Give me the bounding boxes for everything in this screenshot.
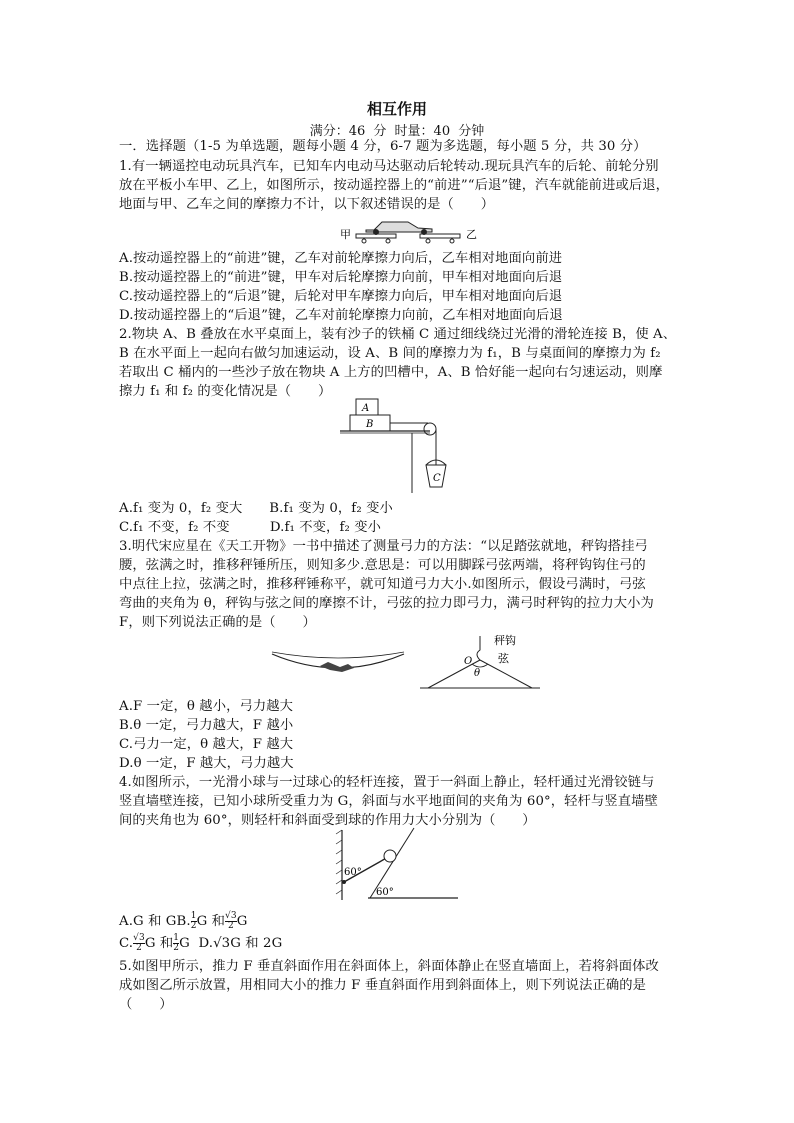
q2-options-ab: A.f₁ 变为 0，f₂ 变大 B.f₁ 变为 0，f₂ 变小 (119, 501, 393, 516)
bow-figure (268, 634, 408, 688)
q4-option-d: D.√3G 和 2G (198, 936, 283, 951)
fraction-half-c: $\frac{1}{2}$ (173, 933, 180, 953)
q1-option-b: B.按动遥控器上的“前进”键，甲车对后轮摩擦力向前，甲车相对地面向后退 (119, 270, 563, 285)
q4-option-a: A.G 和 G (119, 914, 177, 929)
q5-line-1: 5.如图甲所示，推力 F 垂直斜面作用在斜面体上，斜面体静止在竖直墙面上，若将斜面体改 (119, 959, 659, 974)
page-title: 相互作用 (366, 100, 427, 118)
q2-line-1: 2.物块 A、B 叠放在水平桌面上，装有沙子的铁桶 C 通过细线绕过光滑的滑轮连接 B，使 A、 (119, 327, 677, 342)
q3-line-2: 腰，弦满之时，推移秤锤所压，则知多少.意思是：可以用脚踩弓弦两端，将秤钩钩住弓的 (119, 558, 646, 573)
label-a: A (362, 403, 370, 414)
q3-line-4: 弯曲的夹角为 θ，秤钩与弦之间的摩擦不计，弓弦的拉力即弓力，满弓时秤钩的拉力大小为 (119, 596, 654, 611)
label-o: O (464, 656, 473, 667)
q4-line-3: 间的夹角也为 60°，则轻杆和斜面受到球的作用力大小分别为（ ） (119, 813, 536, 828)
q5-line-3: （ ） (119, 997, 173, 1012)
fraction-half: $\frac{1}{2}$ (190, 911, 197, 931)
q2-line-2: B 在水平面上一起向右做匀加速运动，设 A、B 间的摩擦力为 f₁，B 与桌面间的摩擦力为 f₂ (119, 346, 661, 361)
angle-label-ground: 60° (376, 887, 394, 898)
q3-line-3: 中点往上拉，弦满之时，推移秤锤称平，就可知道弓力大小.如图所示，假设弓满时，弓弦 (119, 577, 646, 592)
ball-rod-incline-figure (334, 826, 460, 910)
q1-line-2: 放在平板小车甲、乙上，如图所示，按动遥控器上的“前进”“后退”键，汽车就能前进或后退， (119, 178, 670, 193)
angle-label-wall: 60° (344, 867, 362, 878)
label-theta: θ (474, 668, 481, 679)
q4-option-c-mid: G 和 (144, 936, 174, 951)
label-b: B (366, 419, 374, 430)
q5-line-2: 成如图乙所示放置，用相同大小的推力 F 垂直斜面作用到斜面体上，则下列说法正确的是 (119, 978, 647, 993)
q2-line-4: 擦力 f₁ 和 f₂ 的变化情况是（ ） (119, 384, 332, 399)
q3-option-d: D.θ 一定，F 越大，弓力越大 (119, 756, 294, 771)
label-hook: 秤钩 (494, 634, 516, 647)
q2-line-3: 若取出 C 桶内的一些沙子放在物块 A 上方的凹槽中，A、B 恰好能一起向右匀速运动，则摩 (119, 365, 663, 380)
q4-line-2: 竖直墙壁连接，已知小球所受重力为 G，斜面与水平地面间的夹角为 60°，轻杆与竖直墙壁 (119, 794, 658, 809)
q3-line-5: F，则下列说法正确的是（ ） (119, 615, 316, 630)
q4-options-ab (119, 912, 247, 931)
q4-option-b-mid: G 和 (196, 914, 226, 929)
toy-car-figure (336, 214, 486, 248)
fraction-sqrt3-half: $\frac{√3}{2}$ (225, 911, 237, 931)
fraction-sqrt3-half-c: $\frac{√3}{2}$ (133, 933, 145, 953)
label-yi: 乙 (466, 228, 477, 241)
pulley-block-figure (340, 395, 470, 499)
q1-line-3: 地面与甲、乙车之间的摩擦力不计，以下叙述错误的是（ ） (119, 197, 495, 212)
q3-option-b: B.θ 一定，弓力越大，F 越小 (119, 718, 294, 733)
q1-option-d: D.按动遥控器上的“后退”键，乙车对前轮摩擦力向前，乙车相对地面向后退 (119, 308, 563, 323)
section-heading: 一．选择题（1-5 为单选题，题每小题 4 分，6-7 题为多选题，每小题 5 分，共 30 分） (119, 139, 647, 154)
q4-options-cd (119, 934, 282, 953)
q2-options-cd: C.f₁ 不变，f₂ 不变 D.f₁ 不变，f₂ 变小 (119, 520, 382, 535)
q3-option-c: C.弓力一定，θ 越大，F 越大 (119, 737, 294, 752)
q3-option-a: A.F 一定，θ 越小，弓力越大 (119, 699, 294, 714)
q4-option-b-prefix: B. (176, 914, 191, 929)
label-c: C (433, 473, 441, 484)
q4-line-1: 4.如图所示，一光滑小球与一过球心的轻杆连接，置于一斜面上静止，轻杆通过光滑铰链与 (119, 775, 655, 790)
q1-option-a: A.按动遥控器上的“前进”键，乙车对前轮摩擦力向后，乙车相对地面向前进 (119, 251, 563, 266)
label-jia: 甲 (340, 228, 351, 241)
score-time-line: 满分：46 分 时量：40 分钟 (309, 124, 485, 139)
q1-option-c: C.按动遥控器上的“后退”键，后轮对甲车摩擦力向后，甲车相对地面向后退 (119, 289, 563, 304)
hook-string-figure (420, 632, 560, 696)
q1-line-1: 1.有一辆遥控电动玩具汽车，已知车内电动马达驱动后轮转动.现玩具汽车的后轮、前轮分别 (119, 159, 659, 174)
q4-option-c-prefix: C. (119, 936, 134, 951)
q4-option-c-suffix: G (179, 936, 190, 951)
q4-option-b-suffix: G (236, 914, 248, 929)
label-string: 弦 (498, 652, 509, 665)
q3-line-1: 3.明代宋应星在《天工开物》一书中描述了测量弓力的方法：“以足踏弦就地，秤钩搭挂弓 (119, 539, 648, 554)
